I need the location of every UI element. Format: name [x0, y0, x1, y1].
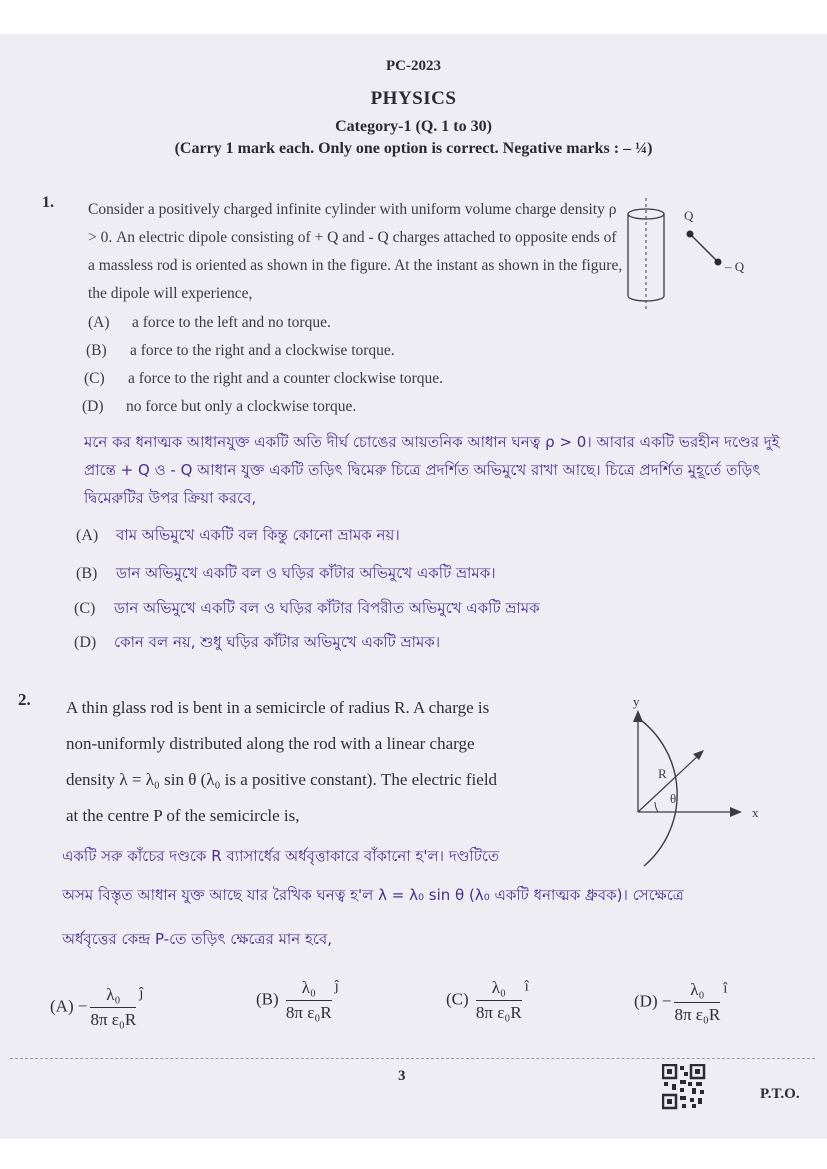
q1-bengali-text: মনে কর ধনাত্মক আধানযুক্ত একটি অতি দীর্ঘ চোঙের আয়তনিক আধান ঘনত্ব ρ > 0। আবার একটি ভরহীন দণ্ডের দুই প্রান্তে + Q ও - Q আধান যুক্ত একটি তড়িৎ দ্বিমেরু চিত্রে প্রদর্শিত অভিমুখে রাখা আছে। চিত্রে প্রদর্শিত মুহূর্তে তড়িৎ দ্বিমেরুটির উপর ক্রিয়া করবে,	[84, 433, 780, 507]
q2-option-d-fraction: $\frac{\text{λ₀}}{\text{8π ε₀R}}$	[674, 980, 721, 1024]
q1-number: 1.	[42, 194, 54, 211]
q1-option-a[interactable]: (A) a force to the left and no torque.	[88, 314, 331, 331]
q2-bengali-line: অসম বিস্তৃত আধান যুক্ত আছে যার রৈখিক ঘনত্ব হ'ল λ = λ₀ sin θ (λ₀ একটি ধনাত্মক ধ্রুবক)। সেক্ষেত্রে	[62, 886, 684, 904]
q2-bengali-line: অর্ধবৃত্তের কেন্দ্র P-তে তড়িৎ ক্ষেত্রের মান হবে,	[62, 930, 333, 948]
page-number: 3	[398, 1068, 406, 1084]
q1-option-d[interactable]: (D) no force but only a clockwise torque.	[82, 398, 357, 415]
q1-figure-label-neg: – Q	[725, 259, 745, 274]
q1-figure	[615, 196, 805, 314]
q2-text-line: A thin glass rod is bent in a semicircle of radius R. A charge is	[66, 698, 490, 717]
q1-bengali-option-d[interactable]: (D) কোন বল নয়, শুধু ঘড়ির কাঁটার অভিমুখে একটি ভ্রামক।	[74, 633, 441, 651]
q2-text-line: density λ = λ₀ sin θ (λ₀ is a positive constant). The electric field	[66, 770, 498, 789]
q1-bengali-option-b[interactable]: (B) ডান অভিমুখে একটি বল ও ঘড়ির কাঁটার অভিমুখে একটি ভ্রামক।	[76, 564, 496, 582]
q2-text-line: non-uniformly distributed along the rod with a linear charge	[66, 734, 475, 753]
q2-option-c[interactable]: (C) $\frac{\text{λ₀}}{\text{8π ε₀R}}$ î	[446, 978, 529, 1022]
pto-label: P.T.O.	[760, 1086, 800, 1102]
q2-option-c-fraction: $\frac{\text{λ₀}}{\text{8π ε₀R}}$	[475, 978, 522, 1022]
category-title: Category-1 (Q. 1 to 30)	[335, 118, 492, 135]
q2-option-a-fraction: $\frac{\text{λ₀}}{\text{8π ε₀R}}$	[90, 985, 137, 1029]
q2-bengali-line: একটি সরু কাঁচের দণ্ডকে R ব্যাসার্ধের অর্ধবৃত্তাকারে বাঁকানো হ'ল। দণ্ডটিতে	[62, 847, 500, 865]
q2-option-a[interactable]: (A) − $\frac{\text{λ₀}}{\text{8π ε₀R}}$ ĵ	[50, 985, 144, 1029]
q2-figure-theta-label: θ	[670, 791, 677, 806]
q1-option-c[interactable]: (C) a force to the right and a counter clockwise torque.	[84, 370, 444, 387]
q2-text	[66, 690, 596, 834]
q2-number: 2.	[18, 690, 31, 709]
q1-bengali-option-a[interactable]: (A) বাম অভিমুখে একটি বল কিন্তু কোনো ভ্রামক নয়।	[76, 526, 400, 544]
q1-bengali-option-c[interactable]: (C) ডান অভিমুখে একটি বল ও ঘড়ির কাঁটার বিপরীত অভিমুখে একটি ভ্রামক	[74, 599, 540, 617]
paper-code: PC-2023	[386, 58, 441, 74]
subject-title: PHYSICS	[370, 88, 457, 109]
q2-figure-y-label: y	[633, 696, 640, 709]
q2-option-b[interactable]: (B) $\frac{\text{λ₀}}{\text{8π ε₀R}}$ ĵ	[256, 978, 339, 1022]
q1-text: Consider a positively charged infinite cylinder with uniform volume charge density ρ > 0. An electric dipole consisting of + Q and - Q charges attached to opposite ends of a massless rod is oriented as shown in the figure. At the instant as shown in the figure, the dipole will experience,	[88, 201, 623, 302]
qr-code-icon	[662, 1064, 706, 1110]
q2-option-b-fraction: $\frac{\text{λ₀}}{\text{8π ε₀R}}$	[285, 978, 332, 1022]
q2-option-d[interactable]: (D) − $\frac{\text{λ₀}}{\text{8π ε₀R}}$ î	[634, 980, 728, 1024]
marking-instructions: (Carry 1 mark each. Only one option is correct. Negative marks : – ¼)	[174, 140, 653, 157]
q1-figure-label-pos: Q	[684, 208, 694, 223]
footer-divider	[10, 1058, 815, 1059]
q1-option-b[interactable]: (B) a force to the right and a clockwise torque.	[86, 342, 395, 359]
q2-text-line: at the centre P of the semicircle is,	[66, 806, 300, 825]
q2-figure-r-label: R	[658, 766, 667, 781]
q2-figure-x-label: x	[752, 805, 759, 820]
